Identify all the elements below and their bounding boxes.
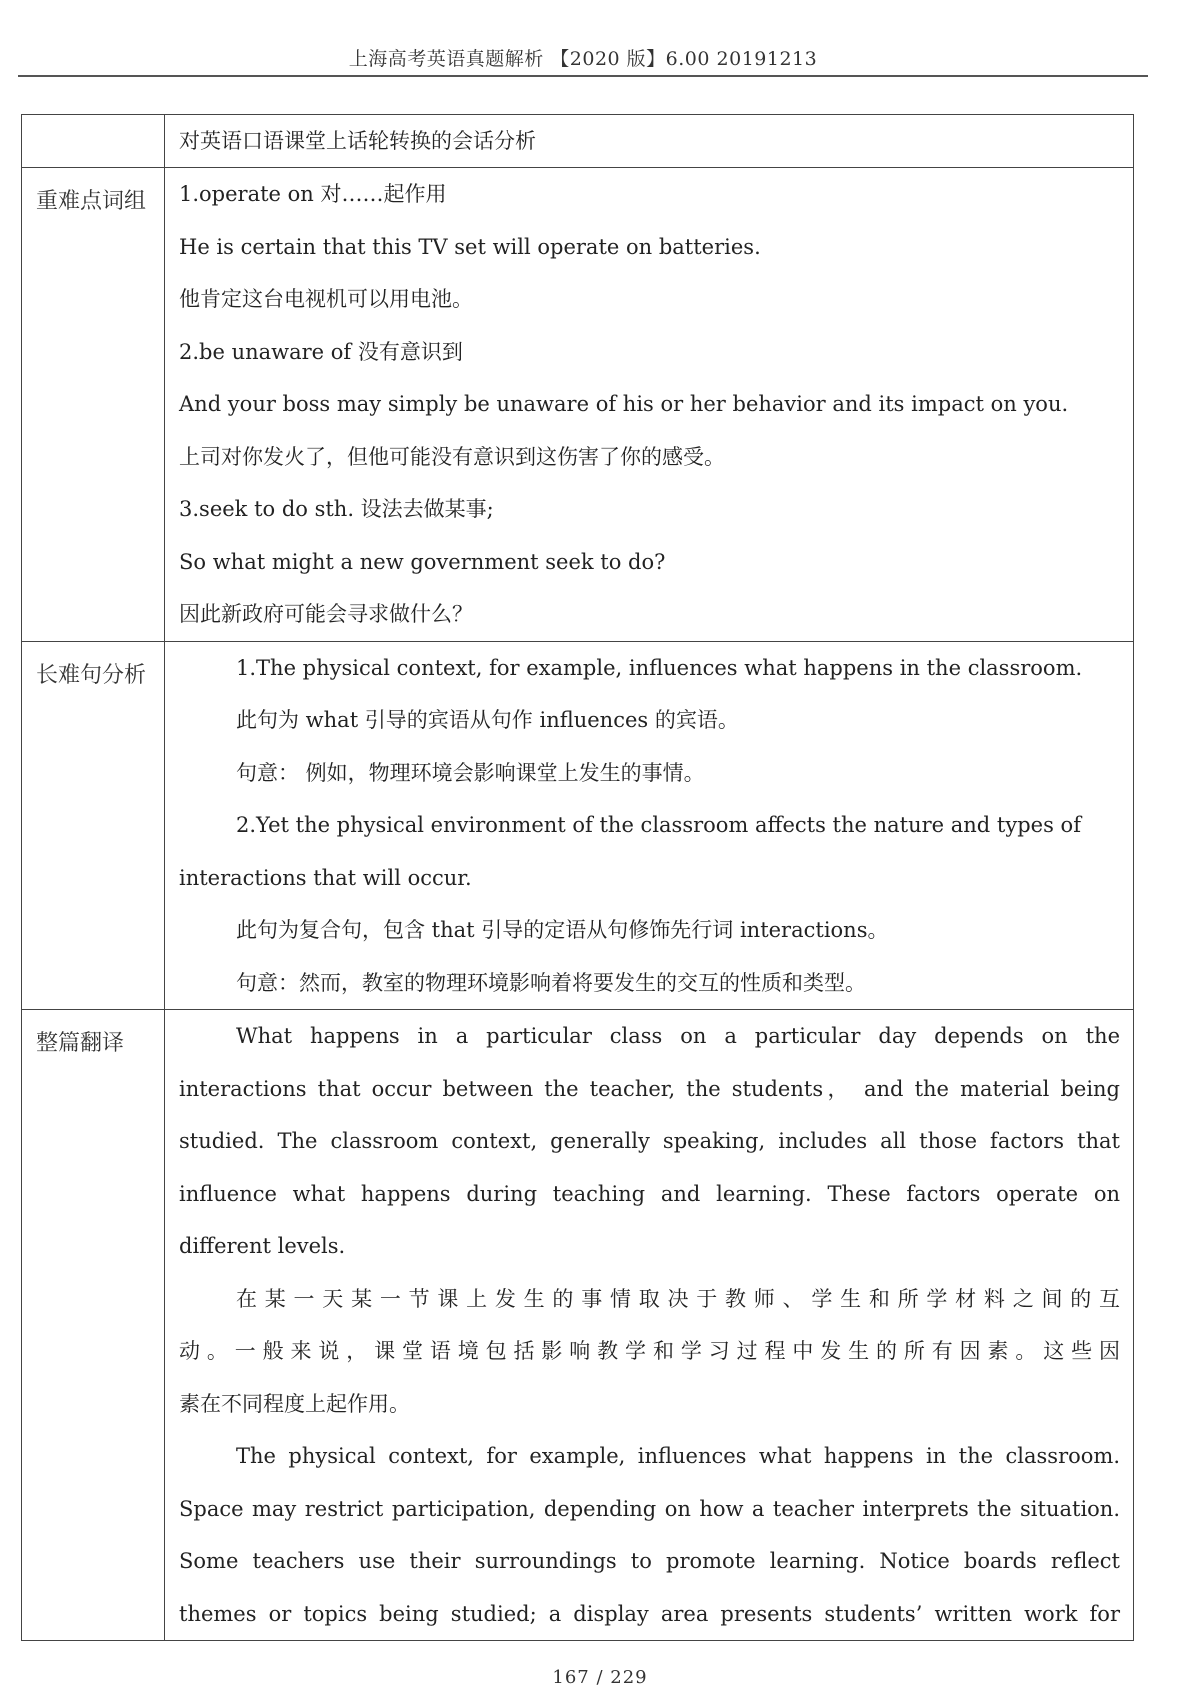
sentences-content [165,641,1134,1010]
analysis-table [21,114,1134,1641]
header-rule [18,75,1148,77]
phrase-2-translation: 上司对你发火了，但他可能没有意识到这伤害了你的感受。 [179,444,725,469]
sentence-1-note: 此句为 what 引导的宾语从句作 influences 的宾语。 [236,708,739,732]
para-3-line: themes or topics being studied; a display area presents students’ written work for [179,1601,1120,1626]
para-2-last-line: 素在不同程度上起作用。 [179,1391,410,1416]
phrases-label: 重难点词组 [22,168,165,642]
title-row [22,115,1134,168]
sentences-label: 长难句分析 [22,641,165,1010]
phrase-1-example: He is certain that this TV set will operate on batteries. [179,234,761,259]
phrases-content [165,168,1134,642]
phrases-row [22,168,1134,642]
sentence-2-line-2: interactions that will occur. [179,865,472,890]
para-1-line: influence what happens during teaching and learning. These factors operate on [179,1181,1120,1206]
phrase-3-example: So what might a new government seek to do? [179,549,666,574]
sentence-1: 1.The physical context, for example, influences what happens in the classroom. [236,655,1083,680]
sentence-2-note: 此句为复合句，包含 that 引导的定语从句修饰先行词 interactions。 [236,918,889,942]
phrase-3: 3.seek to do sth. 设法去做某事; [179,497,494,521]
title-row-label [22,115,165,168]
sentences-row [22,641,1134,1010]
para-2-line: 在某一天某一节课上发生的事情取决于教师、学生和所学材料之间的互 [236,1286,1120,1311]
para-1-line: What happens in a particular class on a particular day depends on the [236,1024,1120,1048]
para-1-last-line: different levels. [179,1234,346,1258]
page-number: 167 / 229 [552,1667,648,1688]
phrase-2: 2.be unaware of 没有意识到 [179,339,463,364]
para-1-line: studied. The classroom context, generally speaking, includes all those factors that [179,1129,1120,1153]
para-3-line: Some teachers use their surroundings to promote learning. Notice boards reflect [179,1549,1120,1573]
sentence-2-line-1: 2.Yet the physical environment of the classroom affects the nature and types of [236,813,1081,837]
para-1-line: interactions that occur between the teacher, the students， and the material being [179,1076,1120,1101]
translation-label: 整篇翻译 [22,1010,165,1641]
phrase-3-translation: 因此新政府可能会寻求做什么？ [179,602,473,626]
phrase-1-translation: 他肯定这台电视机可以用电池。 [179,287,473,311]
translation-row [22,1010,1134,1641]
phrase-2-example: And your boss may simply be unaware of his or her behavior and its impact on you. [179,392,1069,416]
translation-content [165,1010,1134,1641]
para-2-line: 动。一般来说，课堂语境包括影响教学和学习过程中发生的所有因素。这些因 [179,1339,1120,1363]
sentence-2-meaning: 句意：然而，教室的物理环境影响着将要发生的交互的性质和类型。 [236,970,866,995]
page-header: 上海高考英语真题解析 【2020 版】6.00 20191213 [348,48,818,70]
para-3-line: The physical context, for example, influences what happens in the classroom. [236,1444,1120,1468]
sentence-1-meaning: 句意： 例如，物理环境会影响课堂上发生的事情。 [236,760,705,785]
phrase-1: 1.operate on 对……起作用 [179,182,447,206]
para-3-line: Space may restrict participation, depending on how a teacher interprets the situation. [179,1496,1120,1521]
passage-title: 对英语口语课堂上话轮转换的会话分析 [165,115,1134,168]
